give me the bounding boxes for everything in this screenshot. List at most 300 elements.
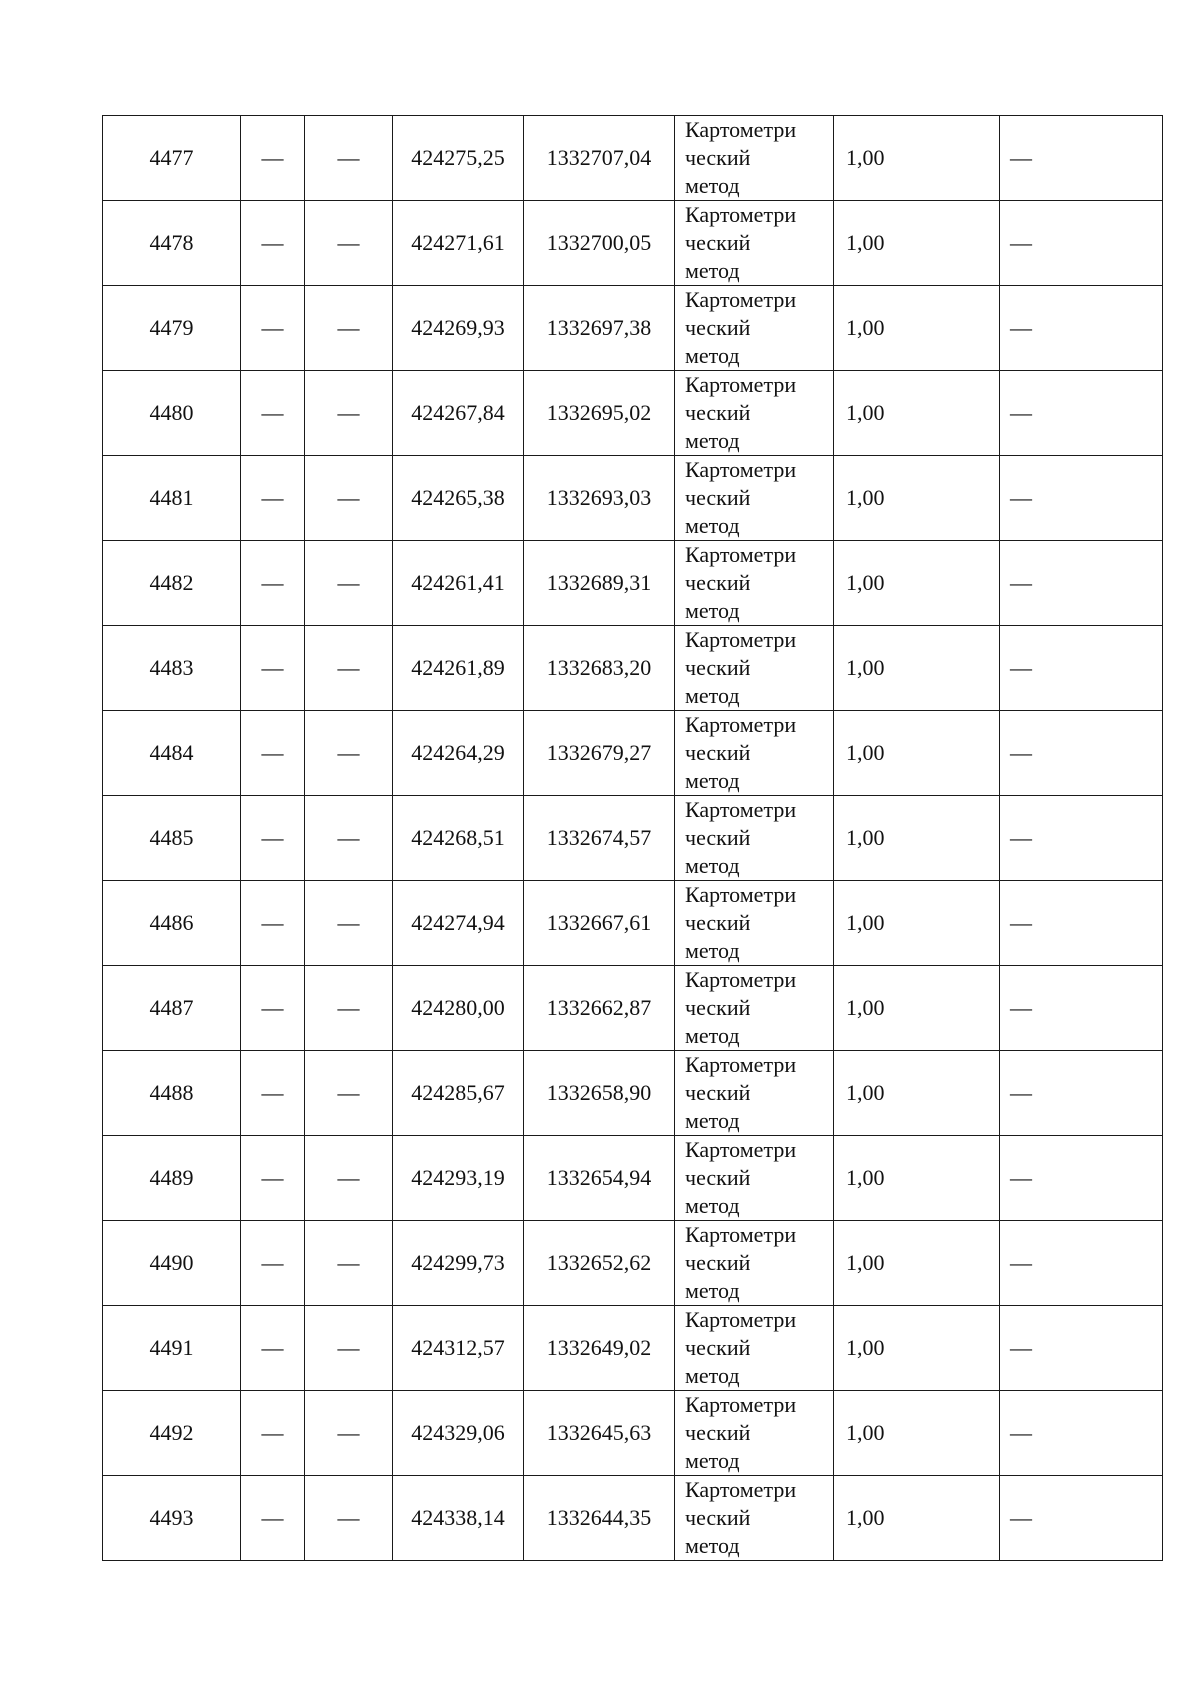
- y-coordinate-cell: [524, 116, 675, 201]
- y-coordinate-cell: [524, 286, 675, 371]
- table-row: [103, 541, 1163, 626]
- description-cell: [1000, 201, 1163, 286]
- dash-mark: —: [1010, 825, 1032, 850]
- x-coordinate: 424271,61: [411, 230, 505, 255]
- empty-x-old-cell: [241, 1221, 305, 1306]
- point-number-cell: [103, 711, 241, 796]
- y-coordinate-cell: [524, 1476, 675, 1561]
- method-cell: [675, 1221, 834, 1306]
- precision-cell: [834, 541, 1000, 626]
- description-cell: [1000, 626, 1163, 711]
- dash-mark: —: [1010, 995, 1032, 1020]
- x-coordinate: 424267,84: [411, 400, 505, 425]
- x-coordinate-cell: [393, 881, 524, 966]
- method-line-3: метод: [685, 1193, 740, 1218]
- x-coordinate: 424274,94: [411, 910, 505, 935]
- x-coordinate-cell: [393, 1136, 524, 1221]
- x-coordinate: 424280,00: [411, 995, 505, 1020]
- table-row: [103, 456, 1163, 541]
- x-coordinate-cell: [393, 371, 524, 456]
- precision-value: 1,00: [846, 485, 885, 510]
- x-coordinate-cell: [393, 286, 524, 371]
- table-row: [103, 1476, 1163, 1561]
- table-row: [103, 1391, 1163, 1476]
- point-number-cell: [103, 1051, 241, 1136]
- description-cell: [1000, 1476, 1163, 1561]
- precision-cell: [834, 1136, 1000, 1221]
- point-number: 4490: [149, 1250, 194, 1275]
- method-line-1: Картометри: [685, 627, 797, 652]
- x-coordinate-cell: [393, 711, 524, 796]
- method-line-2: ческий: [685, 400, 751, 425]
- description-cell: [1000, 1306, 1163, 1391]
- empty-y-old-cell: [305, 286, 393, 371]
- method-line-1: Картометри: [685, 117, 797, 142]
- point-number-cell: [103, 1306, 241, 1391]
- method-cell: [675, 1391, 834, 1476]
- dash-mark: —: [337, 1165, 360, 1190]
- table-row: [103, 371, 1163, 456]
- dash-mark: —: [337, 145, 360, 170]
- y-coordinate-cell: [524, 201, 675, 286]
- y-coordinate: 1332667,61: [546, 910, 652, 935]
- y-coordinate: 1332644,35: [546, 1505, 652, 1530]
- point-number: 4478: [149, 230, 194, 255]
- precision-value: 1,00: [846, 655, 885, 680]
- dash-mark: —: [337, 910, 360, 935]
- x-coordinate-cell: [393, 116, 524, 201]
- table-row: [103, 1221, 1163, 1306]
- method-line-3: метод: [685, 258, 740, 283]
- x-coordinate: 424312,57: [411, 1335, 505, 1360]
- method-line-1: Картометри: [685, 1222, 797, 1247]
- empty-y-old-cell: [305, 116, 393, 201]
- method-cell: [675, 1136, 834, 1221]
- precision-value: 1,00: [846, 910, 885, 935]
- point-number-cell: [103, 201, 241, 286]
- precision-cell: [834, 1221, 1000, 1306]
- y-coordinate-cell: [524, 966, 675, 1051]
- x-coordinate: 424293,19: [411, 1165, 505, 1190]
- precision-cell: [834, 456, 1000, 541]
- x-coordinate: 424275,25: [411, 145, 505, 170]
- y-coordinate: 1332674,57: [546, 825, 652, 850]
- method-line-3: метод: [685, 428, 740, 453]
- point-number: 4488: [149, 1080, 194, 1105]
- dash-mark: —: [337, 1420, 360, 1445]
- empty-y-old-cell: [305, 796, 393, 881]
- precision-value: 1,00: [846, 995, 885, 1020]
- dash-mark: —: [1010, 1250, 1032, 1275]
- method-cell: [675, 456, 834, 541]
- method-line-2: ческий: [685, 145, 751, 170]
- precision-value: 1,00: [846, 1250, 885, 1275]
- method-line-3: метод: [685, 1448, 740, 1473]
- dash-mark: —: [1010, 655, 1032, 680]
- empty-y-old-cell: [305, 881, 393, 966]
- y-coordinate: 1332693,03: [546, 485, 652, 510]
- dash-mark: —: [337, 400, 360, 425]
- empty-x-old-cell: [241, 456, 305, 541]
- point-number: 4480: [149, 400, 194, 425]
- dash-mark: —: [1010, 570, 1032, 595]
- method-line-3: метод: [685, 853, 740, 878]
- point-number-cell: [103, 796, 241, 881]
- method-line-2: ческий: [685, 1335, 751, 1360]
- method-cell: [675, 796, 834, 881]
- y-coordinate: 1332700,05: [546, 230, 652, 255]
- dash-mark: —: [1010, 910, 1032, 935]
- dash-mark: —: [261, 825, 284, 850]
- method-line-1: Картометри: [685, 712, 797, 737]
- dash-mark: —: [1010, 1165, 1032, 1190]
- method-line-3: метод: [685, 1108, 740, 1133]
- dash-mark: —: [261, 145, 284, 170]
- point-number: 4477: [149, 145, 194, 170]
- dash-mark: —: [1010, 1080, 1032, 1105]
- dash-mark: —: [337, 1335, 360, 1360]
- method-cell: [675, 116, 834, 201]
- precision-cell: [834, 711, 1000, 796]
- table-row: [103, 1136, 1163, 1221]
- method-line-2: ческий: [685, 1165, 751, 1190]
- method-cell: [675, 1051, 834, 1136]
- y-coordinate: 1332707,04: [546, 145, 652, 170]
- point-number-cell: [103, 1476, 241, 1561]
- method-line-3: метод: [685, 1023, 740, 1048]
- y-coordinate-cell: [524, 456, 675, 541]
- x-coordinate-cell: [393, 1051, 524, 1136]
- method-line-2: ческий: [685, 570, 751, 595]
- precision-cell: [834, 1051, 1000, 1136]
- empty-x-old-cell: [241, 541, 305, 626]
- precision-cell: [834, 1476, 1000, 1561]
- dash-mark: —: [261, 400, 284, 425]
- empty-y-old-cell: [305, 201, 393, 286]
- method-cell: [675, 966, 834, 1051]
- method-cell: [675, 881, 834, 966]
- table-body: [103, 116, 1163, 1561]
- empty-x-old-cell: [241, 796, 305, 881]
- point-number-cell: [103, 371, 241, 456]
- method-line-1: Картометри: [685, 287, 797, 312]
- method-line-1: Картометри: [685, 1137, 797, 1162]
- method-line-1: Картометри: [685, 1052, 797, 1077]
- x-coordinate: 424261,89: [411, 655, 505, 680]
- dash-mark: —: [261, 230, 284, 255]
- empty-x-old-cell: [241, 626, 305, 711]
- description-cell: [1000, 286, 1163, 371]
- y-coordinate: 1332652,62: [546, 1250, 652, 1275]
- dash-mark: —: [261, 655, 284, 680]
- point-number-cell: [103, 116, 241, 201]
- method-line-3: метод: [685, 598, 740, 623]
- method-line-3: метод: [685, 938, 740, 963]
- empty-x-old-cell: [241, 881, 305, 966]
- dash-mark: —: [1010, 400, 1032, 425]
- point-number-cell: [103, 966, 241, 1051]
- y-coordinate-cell: [524, 1391, 675, 1476]
- dash-mark: —: [337, 570, 360, 595]
- point-number: 4485: [149, 825, 194, 850]
- x-coordinate-cell: [393, 796, 524, 881]
- precision-cell: [834, 881, 1000, 966]
- y-coordinate: 1332683,20: [546, 655, 652, 680]
- point-number-cell: [103, 456, 241, 541]
- method-line-2: ческий: [685, 740, 751, 765]
- empty-x-old-cell: [241, 1051, 305, 1136]
- x-coordinate-cell: [393, 966, 524, 1051]
- dash-mark: —: [261, 1080, 284, 1105]
- dash-mark: —: [337, 1080, 360, 1105]
- y-coordinate-cell: [524, 1221, 675, 1306]
- precision-value: 1,00: [846, 740, 885, 765]
- description-cell: [1000, 966, 1163, 1051]
- method-line-1: Картометри: [685, 1392, 797, 1417]
- point-number: 4487: [149, 995, 194, 1020]
- x-coordinate-cell: [393, 626, 524, 711]
- dash-mark: —: [1010, 315, 1032, 340]
- y-coordinate: 1332662,87: [546, 995, 652, 1020]
- y-coordinate-cell: [524, 881, 675, 966]
- method-line-1: Картометри: [685, 967, 797, 992]
- empty-x-old-cell: [241, 966, 305, 1051]
- y-coordinate-cell: [524, 626, 675, 711]
- table-row: [103, 1051, 1163, 1136]
- method-cell: [675, 201, 834, 286]
- empty-y-old-cell: [305, 1391, 393, 1476]
- point-number-cell: [103, 626, 241, 711]
- empty-x-old-cell: [241, 1306, 305, 1391]
- empty-y-old-cell: [305, 1051, 393, 1136]
- method-line-3: метод: [685, 768, 740, 793]
- dash-mark: —: [337, 1250, 360, 1275]
- dash-mark: —: [337, 485, 360, 510]
- point-number: 4481: [149, 485, 194, 510]
- precision-cell: [834, 1391, 1000, 1476]
- description-cell: [1000, 796, 1163, 881]
- method-cell: [675, 541, 834, 626]
- empty-x-old-cell: [241, 116, 305, 201]
- precision-value: 1,00: [846, 570, 885, 595]
- description-cell: [1000, 881, 1163, 966]
- dash-mark: —: [1010, 740, 1032, 765]
- x-coordinate-cell: [393, 541, 524, 626]
- description-cell: [1000, 1136, 1163, 1221]
- y-coordinate-cell: [524, 796, 675, 881]
- method-line-1: Картометри: [685, 542, 797, 567]
- empty-y-old-cell: [305, 541, 393, 626]
- method-cell: [675, 371, 834, 456]
- description-cell: [1000, 371, 1163, 456]
- description-cell: [1000, 541, 1163, 626]
- precision-value: 1,00: [846, 230, 885, 255]
- description-cell: [1000, 1221, 1163, 1306]
- empty-x-old-cell: [241, 1136, 305, 1221]
- precision-cell: [834, 201, 1000, 286]
- x-coordinate-cell: [393, 1476, 524, 1561]
- dash-mark: —: [1010, 485, 1032, 510]
- dash-mark: —: [1010, 145, 1032, 170]
- empty-y-old-cell: [305, 1476, 393, 1561]
- table-row: [103, 116, 1163, 201]
- dash-mark: —: [261, 1505, 284, 1530]
- dash-mark: —: [337, 230, 360, 255]
- x-coordinate: 424268,51: [411, 825, 505, 850]
- method-cell: [675, 626, 834, 711]
- y-coordinate: 1332679,27: [546, 740, 652, 765]
- empty-x-old-cell: [241, 201, 305, 286]
- method-line-2: ческий: [685, 1250, 751, 1275]
- table-row: [103, 711, 1163, 796]
- point-number-cell: [103, 541, 241, 626]
- precision-value: 1,00: [846, 1335, 885, 1360]
- y-coordinate: 1332697,38: [546, 315, 652, 340]
- method-line-1: Картометри: [685, 372, 797, 397]
- precision-value: 1,00: [846, 1420, 885, 1445]
- y-coordinate: 1332645,63: [546, 1420, 652, 1445]
- description-cell: [1000, 456, 1163, 541]
- y-coordinate-cell: [524, 1306, 675, 1391]
- dash-mark: —: [261, 910, 284, 935]
- table-row: [103, 966, 1163, 1051]
- precision-cell: [834, 371, 1000, 456]
- dash-mark: —: [337, 315, 360, 340]
- method-line-1: Картометри: [685, 457, 797, 482]
- y-coordinate-cell: [524, 1051, 675, 1136]
- dash-mark: —: [261, 1420, 284, 1445]
- precision-cell: [834, 966, 1000, 1051]
- x-coordinate-cell: [393, 1391, 524, 1476]
- dash-mark: —: [1010, 1420, 1032, 1445]
- point-number: 4492: [149, 1420, 194, 1445]
- method-line-2: ческий: [685, 230, 751, 255]
- method-line-3: метод: [685, 683, 740, 708]
- precision-value: 1,00: [846, 1165, 885, 1190]
- dash-mark: —: [261, 1335, 284, 1360]
- dash-mark: —: [261, 315, 284, 340]
- dash-mark: —: [337, 740, 360, 765]
- table-row: [103, 796, 1163, 881]
- precision-value: 1,00: [846, 1505, 885, 1530]
- method-line-2: ческий: [685, 315, 751, 340]
- x-coordinate: 424329,06: [411, 1420, 505, 1445]
- method-line-2: ческий: [685, 1420, 751, 1445]
- method-line-1: Картометри: [685, 797, 797, 822]
- empty-y-old-cell: [305, 371, 393, 456]
- x-coordinate-cell: [393, 456, 524, 541]
- method-line-2: ческий: [685, 485, 751, 510]
- table-row: [103, 1306, 1163, 1391]
- point-number: 4484: [149, 740, 194, 765]
- empty-y-old-cell: [305, 1221, 393, 1306]
- x-coordinate: 424261,41: [411, 570, 505, 595]
- dash-mark: —: [261, 995, 284, 1020]
- method-cell: [675, 711, 834, 796]
- empty-y-old-cell: [305, 1306, 393, 1391]
- precision-value: 1,00: [846, 1080, 885, 1105]
- point-number: 4486: [149, 910, 194, 935]
- method-line-1: Картометри: [685, 1307, 797, 1332]
- y-coordinate: 1332695,02: [546, 400, 652, 425]
- dash-mark: —: [1010, 230, 1032, 255]
- dash-mark: —: [261, 1250, 284, 1275]
- description-cell: [1000, 711, 1163, 796]
- point-number-cell: [103, 1221, 241, 1306]
- dash-mark: —: [261, 740, 284, 765]
- dash-mark: —: [337, 655, 360, 680]
- y-coordinate: 1332658,90: [546, 1080, 652, 1105]
- table-row: [103, 286, 1163, 371]
- empty-y-old-cell: [305, 626, 393, 711]
- dash-mark: —: [1010, 1335, 1032, 1360]
- table-row: [103, 881, 1163, 966]
- empty-x-old-cell: [241, 371, 305, 456]
- x-coordinate: 424285,67: [411, 1080, 505, 1105]
- x-coordinate: 424264,29: [411, 740, 505, 765]
- dash-mark: —: [337, 1505, 360, 1530]
- method-cell: [675, 1476, 834, 1561]
- method-line-2: ческий: [685, 655, 751, 680]
- empty-y-old-cell: [305, 711, 393, 796]
- precision-value: 1,00: [846, 145, 885, 170]
- x-coordinate: 424299,73: [411, 1250, 505, 1275]
- point-number-cell: [103, 881, 241, 966]
- x-coordinate-cell: [393, 1221, 524, 1306]
- precision-cell: [834, 1306, 1000, 1391]
- point-number: 4483: [149, 655, 194, 680]
- empty-x-old-cell: [241, 286, 305, 371]
- point-number-cell: [103, 1391, 241, 1476]
- method-line-3: метод: [685, 173, 740, 198]
- y-coordinate-cell: [524, 541, 675, 626]
- method-line-1: Картометри: [685, 882, 797, 907]
- point-number: 4489: [149, 1165, 194, 1190]
- y-coordinate: 1332654,94: [546, 1165, 652, 1190]
- table-row: [103, 626, 1163, 711]
- method-line-2: ческий: [685, 825, 751, 850]
- point-number: 4482: [149, 570, 194, 595]
- precision-value: 1,00: [846, 400, 885, 425]
- point-number: 4493: [149, 1505, 194, 1530]
- empty-x-old-cell: [241, 711, 305, 796]
- precision-value: 1,00: [846, 825, 885, 850]
- method-line-2: ческий: [685, 1505, 751, 1530]
- description-cell: [1000, 116, 1163, 201]
- x-coordinate-cell: [393, 201, 524, 286]
- x-coordinate-cell: [393, 1306, 524, 1391]
- description-cell: [1000, 1051, 1163, 1136]
- empty-x-old-cell: [241, 1391, 305, 1476]
- point-number: 4479: [149, 315, 194, 340]
- empty-y-old-cell: [305, 1136, 393, 1221]
- y-coordinate: 1332649,02: [546, 1335, 652, 1360]
- dash-mark: —: [1010, 1505, 1032, 1530]
- table-row: [103, 201, 1163, 286]
- method-line-2: ческий: [685, 1080, 751, 1105]
- description-cell: [1000, 1391, 1163, 1476]
- point-number-cell: [103, 286, 241, 371]
- method-line-3: метод: [685, 1363, 740, 1388]
- dash-mark: —: [261, 570, 284, 595]
- precision-cell: [834, 286, 1000, 371]
- y-coordinate-cell: [524, 711, 675, 796]
- precision-cell: [834, 626, 1000, 711]
- y-coordinate: 1332689,31: [546, 570, 652, 595]
- precision-cell: [834, 116, 1000, 201]
- method-line-1: Картометри: [685, 202, 797, 227]
- y-coordinate-cell: [524, 371, 675, 456]
